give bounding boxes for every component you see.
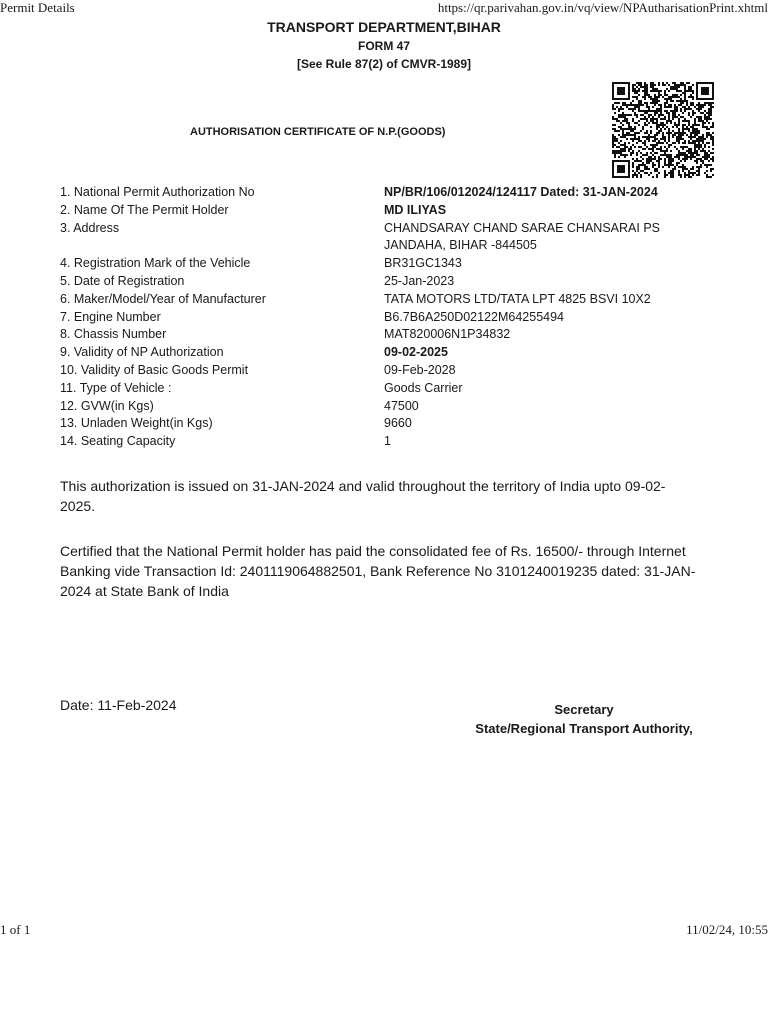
detail-value: 09-02-2025 <box>384 345 448 360</box>
detail-label: 13. Unladen Weight(in Kgs) <box>60 416 213 431</box>
print-timestamp: 11/02/24, 10:55 <box>686 922 768 937</box>
detail-row <box>60 273 720 291</box>
detail-label: 4. Registration Mark of the Vehicle <box>60 256 251 271</box>
form-number: FORM 47 <box>357 39 410 53</box>
detail-value: CHANDSARAY CHAND SARAE CHANSARAI PS <box>384 220 660 235</box>
validity-statement: This authorization is issued on 31-JAN-2024 and valid throughout the territory of India upto 09-02-2025. <box>60 478 666 514</box>
department-title: TRANSPORT DEPARTMENT,BIHAR <box>267 19 501 35</box>
detail-row <box>60 362 720 380</box>
detail-row <box>60 344 720 362</box>
detail-value: MD ILIYAS <box>384 202 447 217</box>
detail-row <box>60 326 720 344</box>
detail-label: 14. Seating Capacity <box>60 434 176 449</box>
issue-date: Date: 11-Feb-2024 <box>60 697 177 713</box>
detail-row <box>60 415 720 433</box>
detail-label: 12. GVW(in Kgs) <box>60 398 154 413</box>
signatory-authority: State/Regional Transport Authority, <box>475 721 693 736</box>
detail-row <box>60 433 720 451</box>
detail-value: NP/BR/106/012024/124117 Dated: 31-JAN-2024 <box>384 185 658 199</box>
detail-label: 11. Type of Vehicle : <box>60 380 172 395</box>
detail-row <box>60 380 720 398</box>
detail-row <box>60 291 720 309</box>
page-count: 1 of 1 <box>0 922 31 937</box>
detail-label: 1. National Permit Authorization No <box>60 185 255 199</box>
detail-value: MAT820006N1P34832 <box>384 327 511 342</box>
print-page-title: Permit Details <box>0 0 75 15</box>
detail-label: 6. Maker/Model/Year of Manufacturer <box>60 291 266 306</box>
detail-value: 9660 <box>384 416 412 431</box>
detail-row <box>60 398 720 416</box>
detail-label: 3. Address <box>60 220 120 235</box>
detail-row <box>60 220 720 256</box>
detail-row <box>60 202 720 220</box>
print-url: https://qr.parivahan.gov.in/vq/view/NPAutharisationPrint.xhtml <box>437 0 768 15</box>
detail-value: Goods Carrier <box>384 380 463 395</box>
permit-details-table <box>60 184 720 451</box>
detail-value: B6.7B6A250D02122M64255494 <box>384 309 565 324</box>
detail-value: 47500 <box>384 398 419 413</box>
detail-label: 10. Validity of Basic Goods Permit <box>60 362 249 377</box>
detail-label: 8. Chassis Number <box>60 327 167 342</box>
rule-reference: [See Rule 87(2) of CMVR-1989] <box>296 57 472 71</box>
detail-row <box>60 255 720 273</box>
detail-value: BR31GC1343 <box>384 256 462 271</box>
detail-row <box>60 184 720 202</box>
detail-value-line2: JANDAHA, BIHAR -844505 <box>384 238 537 253</box>
detail-value: 1 <box>384 434 391 449</box>
signatory-title: Secretary <box>554 702 614 717</box>
detail-label: 2. Name Of The Permit Holder <box>60 202 229 217</box>
detail-label: 9. Validity of NP Authorization <box>60 345 224 360</box>
detail-value: 09-Feb-2028 <box>384 362 456 377</box>
detail-label: 7. Engine Number <box>60 309 161 324</box>
qr-code-icon <box>610 80 716 180</box>
fee-statement: Certified that the National Permit holder has paid the consolidated fee of Rs. 16500/- through Internet Banking vide Transaction Id: 2401119064882501, Bank Reference No 3101240019235 dated: 31-JAN-2024 at State Bank of India <box>60 543 696 599</box>
detail-row <box>60 309 720 327</box>
detail-value: 25-Jan-2023 <box>384 273 455 288</box>
detail-label: 5. Date of Registration <box>60 273 185 288</box>
certificate-title: AUTHORISATION CERTIFICATE OF N.P.(GOODS) <box>190 126 446 138</box>
detail-value: TATA MOTORS LTD/TATA LPT 4825 BSVI 10X2 <box>384 291 651 306</box>
